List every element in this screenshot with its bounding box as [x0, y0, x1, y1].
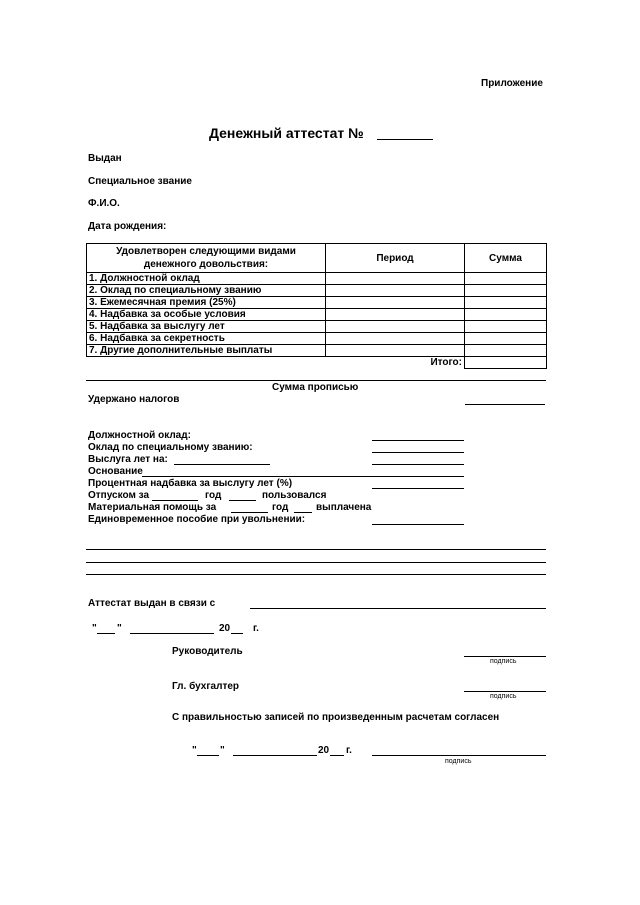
blank-line-1 [86, 549, 546, 550]
date-year-line [231, 633, 243, 634]
service-percent-label: Процентная надбавка за выслугу лет (%) [88, 478, 293, 489]
rank-salary-line [372, 452, 464, 453]
period-cell[interactable] [326, 297, 465, 309]
date2-month-line [233, 755, 317, 756]
date-year-suffix: г. [253, 623, 259, 634]
service-years-label: Выслуга лет на: [88, 454, 168, 465]
service-years-line [372, 464, 464, 465]
agreement-signature-caption: подпись [445, 758, 472, 765]
table-row [87, 285, 547, 297]
date-day-line [97, 633, 115, 634]
date2-year-line [330, 755, 344, 756]
official-salary-line [372, 440, 464, 441]
agreement-label: С правильностью записей по произведенным расчетам согласен [172, 712, 500, 723]
date2-year-suffix: г. [346, 745, 352, 756]
period-cell[interactable] [326, 285, 465, 297]
table-header-sum: Сумма [465, 244, 547, 273]
table-row [87, 273, 547, 285]
dismissal-line [372, 524, 464, 525]
vacation-period-line [152, 500, 198, 501]
total-label: Итого: [87, 357, 465, 369]
table-row [87, 309, 547, 321]
material-aid-year-line [294, 512, 312, 513]
sum-cell[interactable] [465, 333, 547, 345]
table-row [87, 345, 547, 357]
table-total-row [87, 357, 547, 369]
withheld-label: Удержано налогов [88, 394, 180, 405]
period-cell[interactable] [326, 345, 465, 357]
material-aid-label: Материальная помощь за [88, 502, 217, 513]
official-salary-label: Должностной оклад: [88, 430, 191, 441]
issued-reason-label: Аттестат выдан в связи с [88, 598, 216, 609]
table-header-type: Удовлетворен следующими видами денежного довольствия: [87, 244, 326, 273]
amount-words-line [86, 380, 546, 381]
sum-cell[interactable] [465, 321, 547, 333]
table-row [87, 321, 547, 333]
row-label: 5. Надбавка за выслугу лет [87, 321, 326, 333]
agreement-signature-line [372, 755, 546, 756]
date2-quote-close: " [220, 745, 225, 756]
table-header-period: Период [326, 244, 465, 273]
material-aid-period-line [231, 512, 268, 513]
table-header-row [87, 244, 547, 273]
row-label: 6. Надбавка за секретность [87, 333, 326, 345]
issued-label: Выдан [88, 153, 122, 164]
basis-line [142, 476, 464, 477]
sum-cell[interactable] [465, 309, 547, 321]
sum-cell[interactable] [465, 345, 547, 357]
birth-date-label: Дата рождения: [88, 221, 167, 232]
accountant-signature-line [464, 691, 546, 692]
date2-quote-open: " [192, 745, 197, 756]
period-cell[interactable] [326, 333, 465, 345]
rank-label: Специальное звание [88, 176, 192, 187]
fio-label: Ф.И.О. [88, 198, 120, 209]
row-label: 3. Ежемесячная премия (25%) [87, 297, 326, 309]
blank-line-3 [86, 574, 546, 575]
dismissal-label: Единовременное пособие при увольнении: [88, 514, 306, 525]
vacation-label: Отпуском за [88, 490, 150, 501]
vacation-year-label: год [205, 490, 222, 501]
total-sum-cell[interactable] [465, 357, 547, 369]
withheld-line [465, 404, 545, 405]
amount-words-label: Сумма прописью [272, 382, 359, 393]
period-cell[interactable] [326, 273, 465, 285]
date-year-prefix: 20 [219, 623, 231, 634]
period-cell[interactable] [326, 321, 465, 333]
accountant-signature-caption: подпись [490, 693, 517, 700]
material-aid-paid-label: выплачена [316, 502, 372, 513]
blank-line-2 [86, 562, 546, 563]
rank-salary-label: Оклад по специальному званию: [88, 442, 253, 453]
head-signature-caption: подпись [490, 658, 517, 665]
allowance-table [86, 243, 547, 369]
sum-cell[interactable] [465, 273, 547, 285]
date2-year-prefix: 20 [318, 745, 330, 756]
period-cell[interactable] [326, 309, 465, 321]
appendix-label: Приложение [481, 78, 543, 89]
row-label: 7. Другие дополнительные выплаты [87, 345, 326, 357]
row-label: 2. Оклад по специальному званию [87, 285, 326, 297]
issued-reason-line [250, 608, 546, 609]
service-years-date-line [174, 464, 270, 465]
material-aid-year-label: год [272, 502, 289, 513]
table-row [87, 297, 547, 309]
basis-label: Основание [88, 466, 143, 477]
attestat-number-line [377, 139, 433, 140]
accountant-label: Гл. бухгалтер [172, 681, 240, 692]
head-signature-line [464, 656, 546, 657]
sum-cell[interactable] [465, 285, 547, 297]
head-label: Руководитель [172, 646, 243, 657]
row-label: 4. Надбавка за особые условия [87, 309, 326, 321]
row-label: 1. Должностной оклад [87, 273, 326, 285]
date-quote-open: " [92, 623, 97, 634]
table-row [87, 333, 547, 345]
date-quote-close: " [117, 623, 122, 634]
service-percent-line [372, 488, 464, 489]
sum-cell[interactable] [465, 297, 547, 309]
date-month-line [130, 633, 214, 634]
vacation-used-label: пользовался [262, 490, 327, 501]
document-title: Денежный аттестат № [209, 125, 364, 141]
date2-day-line [197, 755, 219, 756]
vacation-year-line [229, 500, 256, 501]
